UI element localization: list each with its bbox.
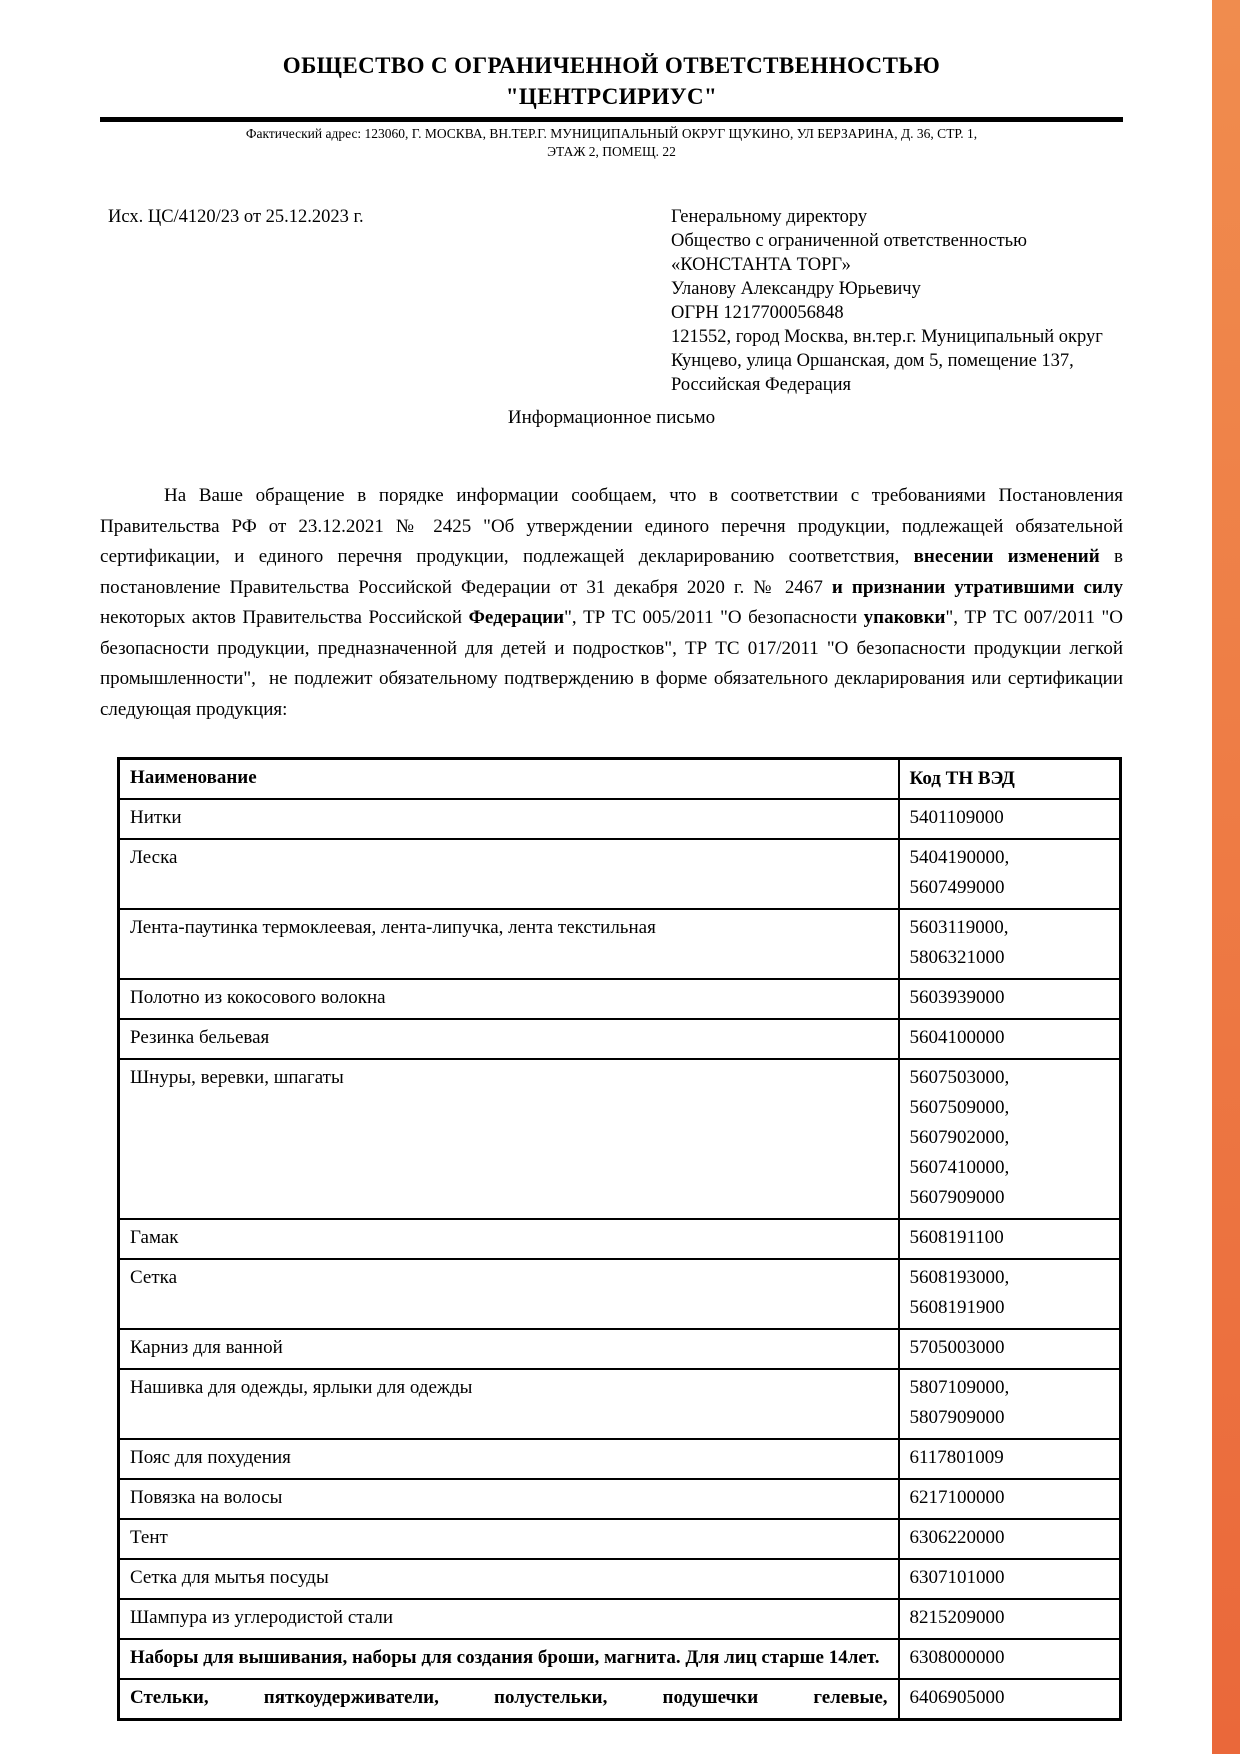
code-value: 5607902000, (909, 1127, 1010, 1148)
addressee-line: Генеральному директору (671, 207, 868, 227)
product-name: Нитки (119, 799, 899, 839)
body-segment-bold: Федерации (468, 607, 565, 628)
product-name: Наборы для вышивания, наборы для создания броши, магнита. Для лиц старше 14лет. (119, 1639, 899, 1679)
table-row (119, 799, 1121, 839)
table-header-row (119, 759, 1121, 800)
org-address-line1: Фактический адрес: 123060, Г. МОСКВА, ВН.ТЕР.Г. МУНИЦИПАЛЬНЫЙ ОКРУГ ЩУКИНО, УЛ БЕРЗАРИНА, Д. 36, СТР. 1, (245, 126, 978, 141)
code-value: 6406905000 (909, 1687, 1005, 1708)
body-segment-bold: упаковки (863, 607, 946, 628)
code-value: 6306220000 (909, 1527, 1005, 1548)
product-codes (899, 1599, 1121, 1639)
code-value: 6117801009 (909, 1447, 1004, 1468)
header-divider (100, 117, 1123, 122)
table-row (119, 1019, 1121, 1059)
product-name: Пояс для похудения (119, 1439, 899, 1479)
table-row (119, 1519, 1121, 1559)
product-codes (899, 1479, 1121, 1519)
code-value: 5807909000 (909, 1407, 1005, 1428)
product-name: Стельки, пяткоудерживатели, полустельки, подушечки гелевые, (119, 1679, 899, 1720)
product-codes (899, 909, 1121, 979)
org-title (100, 50, 1123, 112)
code-value: 5401109000 (909, 807, 1004, 828)
code-value: 5608191100 (909, 1227, 1004, 1248)
product-name: Гамак (119, 1219, 899, 1259)
table-row (119, 1599, 1121, 1639)
product-codes (899, 839, 1121, 909)
body-segment: ", ТР ТС 007/2011 "О безопасности продукции, предназначенной для детей и подростков", ТР ТС 017/2011 "О безопасности продукции легкой промышленности", не подлежит обязательному подтверждению в форме обязательного декларирования или сертификации следующая продукция: (100, 607, 1128, 720)
org-title-line1: ОБЩЕСТВО С ОГРАНИЧЕННОЙ ОТВЕТСТВЕННОСТЬЮ (282, 53, 941, 78)
code-value: 5607503000, (909, 1067, 1010, 1088)
product-codes (899, 1369, 1121, 1439)
table-row (119, 1369, 1121, 1439)
product-codes-table (117, 757, 1122, 1721)
table-row (119, 1059, 1121, 1219)
page-accent-stripe (1212, 0, 1240, 1754)
table-row (119, 1329, 1121, 1369)
product-name: Резинка бельевая (119, 1019, 899, 1059)
code-value: 5404190000, (909, 847, 1010, 868)
addressee-line: ОГРН 1217700056848 (671, 303, 844, 323)
code-value: 5607509000, (909, 1097, 1010, 1118)
product-name: Тент (119, 1519, 899, 1559)
body-segment-bold: внесении изменений (913, 546, 1100, 567)
org-address (100, 125, 1123, 161)
product-codes (899, 1059, 1121, 1219)
letter-body-paragraph (100, 481, 1128, 725)
table-row (119, 1439, 1121, 1479)
product-name: Леска (119, 839, 899, 909)
product-codes (899, 1559, 1121, 1599)
addressee-line: Общество с ограниченной ответственностью (671, 231, 1027, 251)
column-header-name: Наименование (119, 759, 899, 800)
product-name: Карниз для ванной (119, 1329, 899, 1369)
code-value: 5607499000 (909, 877, 1005, 898)
table-row (119, 1639, 1121, 1679)
product-codes (899, 1639, 1121, 1679)
code-value: 5705003000 (909, 1337, 1005, 1358)
product-name: Нашивка для одежды, ярлыки для одежды (119, 1369, 899, 1439)
body-segment: ", ТР ТС 005/2011 "О безопасности (564, 607, 864, 628)
product-codes (899, 979, 1121, 1019)
table-row (119, 1219, 1121, 1259)
code-value: 5607410000, (909, 1157, 1010, 1178)
table-row (119, 909, 1121, 979)
code-value: 6308000000 (909, 1647, 1005, 1668)
product-codes (899, 1679, 1121, 1720)
table-row (119, 839, 1121, 909)
product-codes (899, 1329, 1121, 1369)
outgoing-number: Исх. ЦС/4120/23 от 25.12.2023 г. (108, 207, 364, 227)
org-title-line2: "ЦЕНТРСИРИУС" (505, 84, 718, 109)
code-value: 5806321000 (909, 947, 1005, 968)
code-value: 6307101000 (909, 1567, 1005, 1588)
letter-meta (100, 205, 1123, 397)
product-name: Шампура из углеродистой стали (119, 1599, 899, 1639)
product-codes (899, 1219, 1121, 1259)
product-codes (899, 1019, 1121, 1059)
body-segment: некоторых актов Правительства Российской (100, 576, 1128, 628)
body-segment-bold: и признании утратившими силу (831, 576, 1123, 598)
product-codes (899, 1259, 1121, 1329)
product-name: Сетка (119, 1259, 899, 1329)
table-row (119, 979, 1121, 1019)
code-value: 5608193000, (909, 1267, 1010, 1288)
table-row (119, 1259, 1121, 1329)
code-value: 5607909000 (909, 1187, 1005, 1208)
body-segment: На Ваше обращение в порядке информации сообщаем, что в соответствии с требованиями Постановления Правительства РФ от 23.12.2021 № 2425 "Об утверждении единого перечня продукции, подлежащей обязательной сертификации, и единого перечня продукции, подлежащей декларированию соответствия, (100, 485, 1128, 567)
letter-page (100, 0, 1128, 1721)
table-row (119, 1479, 1121, 1519)
code-value: 5608191900 (909, 1297, 1005, 1318)
product-codes (899, 1519, 1121, 1559)
code-value: 6217100000 (909, 1487, 1005, 1508)
product-codes (899, 1439, 1121, 1479)
addressee-line: 121552, город Москва, вн.тер.г. Муниципальный округ Кунцево, улица Оршанская, дом 5, помещение 137, Российская Федерация (671, 327, 1103, 395)
addressee-block (671, 205, 1123, 397)
code-value: 5603119000, (909, 917, 1009, 938)
code-value: 5603939000 (909, 987, 1005, 1008)
letter-title: Информационное письмо (507, 407, 716, 428)
table-row (119, 1559, 1121, 1599)
product-name: Лента-паутинка термоклеевая, лента-липучка, лента текстильная (119, 909, 899, 979)
addressee-line: Уланову Александру Юрьевичу (671, 279, 921, 299)
product-name: Повязка на волосы (119, 1479, 899, 1519)
code-value: 8215209000 (909, 1607, 1005, 1628)
product-name: Шнуры, веревки, шпагаты (119, 1059, 899, 1219)
product-name: Полотно из кокосового волокна (119, 979, 899, 1019)
product-codes (899, 799, 1121, 839)
body-segment: в постановление Правительства Российской Федерации от 31 декабря 2020 г. № 2467 (100, 546, 1128, 598)
code-value: 5604100000 (909, 1027, 1005, 1048)
table-row (119, 1679, 1121, 1720)
org-address-line2: ЭТАЖ 2, ПОМЕЩ. 22 (547, 144, 676, 159)
product-name: Сетка для мытья посуды (119, 1559, 899, 1599)
column-header-code: Код ТН ВЭД (899, 759, 1121, 800)
addressee-line: «КОНСТАНТА ТОРГ» (671, 255, 851, 275)
code-value: 5807109000, (909, 1377, 1010, 1398)
